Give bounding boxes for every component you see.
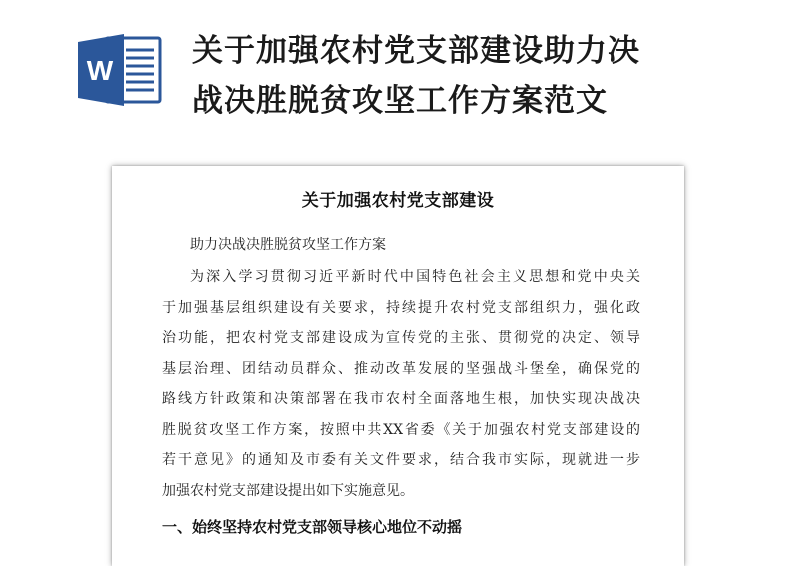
document-title: 关于加强农村党支部建设 (301, 191, 495, 211)
paragraph-line: 路线方针政策和决策部署在我市农村全面落地生根，加快实现决战决 (162, 391, 640, 407)
header (0, 0, 800, 150)
word-icon-letter: W (86, 55, 114, 86)
paragraph-line: 基层治理、团结动员群众、推动改革发展的坚强战斗堡垒，确保党的 (162, 360, 640, 377)
word-icon (76, 30, 164, 110)
paragraph-line: 若干意见》的通知及市委有关文件要求，结合我市实际，现就进一步 (162, 452, 640, 468)
paragraph-line: 为深入学习贯彻习近平新时代中国特色社会主义思想和党中央关 (190, 269, 640, 285)
section-heading: 一、始终坚持农村党支部领导核心地位不动摇 (162, 518, 463, 536)
title-line-2: 战决胜脱贫攻坚工作方案范文 (192, 83, 608, 119)
document-subtitle: 助力决战决胜脱贫攻坚工作方案 (190, 237, 386, 253)
paragraph-line: 胜脱贫攻坚工作方案，按照中共XX省委《关于加强农村党支部建设的 (162, 421, 640, 438)
paragraph-line: 加强农村党支部建设提出如下实施意见。 (162, 482, 414, 499)
paragraph-line: 治功能，把农村党支部建设成为宣传党的主张、贯彻党的决定、领导 (162, 330, 640, 346)
document-page (112, 166, 684, 566)
title-line-1: 关于加强农村党支部建设助力决 (192, 33, 640, 69)
body-paragraph (162, 262, 640, 506)
paragraph-line: 于加强基层组织建设有关要求，持续提升农村党支部组织力，强化政 (162, 299, 640, 316)
page-title (192, 26, 782, 126)
